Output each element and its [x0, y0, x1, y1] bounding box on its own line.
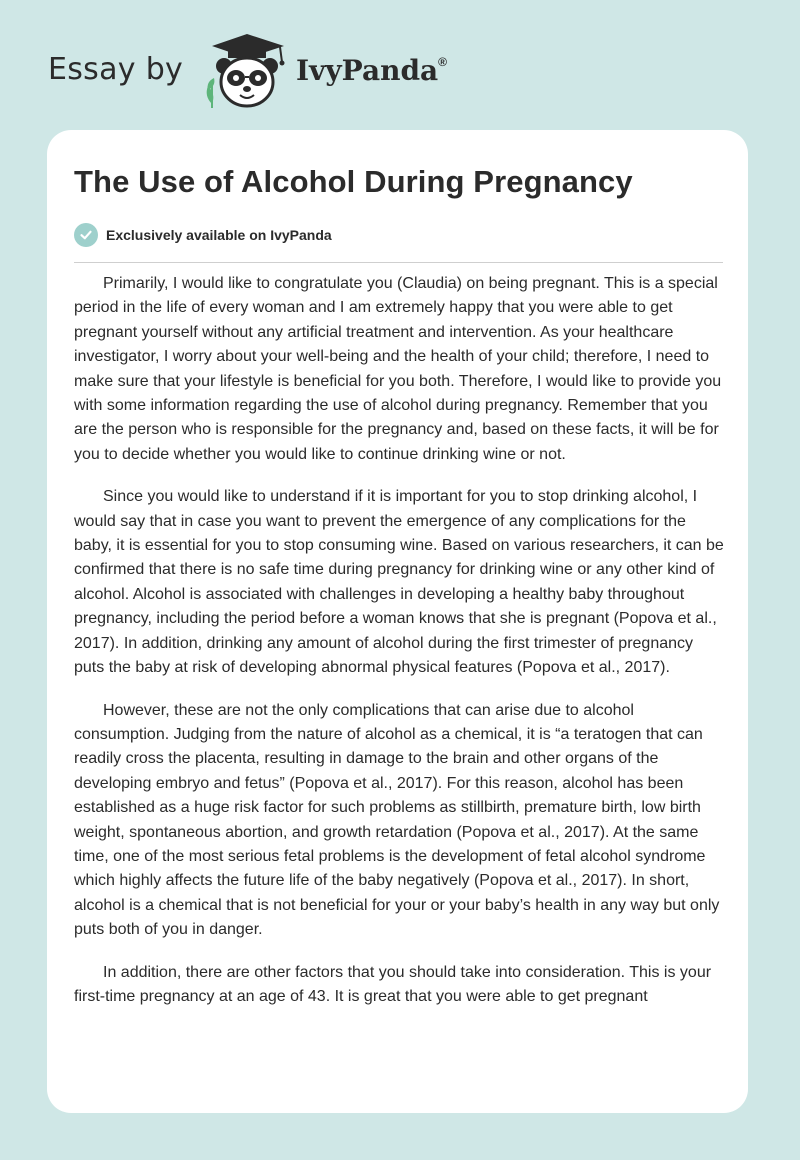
paragraph: Since you would like to understand if it is important for you to stop drinking alcohol, I would say that in case you want to prevent the emergence of any complications for the baby, it is essential for you to stop consuming wine. Based on various researchers, it can be confirmed that there is no safe time during pregnancy for drinking wine or any other kind of alcohol. Alcohol is associated with challenges in developing a healthy baby throughout pregnancy, including the period before a woman knows that she is pregnant (Popova et al., 2017). In addition, drinking any amount of alcohol during the first trimester of pregnancy puts the baby at risk of developing abnormal physical features (Popova et al., 2017).: [74, 488, 724, 677]
brand-name[interactable]: [296, 54, 447, 87]
site-header: [48, 30, 548, 110]
paragraph: In addition, there are other factors that you should take into consideration. This is your first-time pregnancy at an age of 43. It is great that you were able to get pregnant: [74, 963, 712, 1005]
divider: [74, 262, 723, 263]
paragraph: Primarily, I would like to congratulate you (Claudia) on being pregnant. This is a special period in the life of every woman and I am extremely happy that you were able to get pregnant yourself without any artificial treatment and intervention. As your healthcare investigator, I worry about your well-being and the health of your child; therefore, I need to make sure that your lifestyle is beneficial for you both. Therefore, I would like to provide you with some information regarding the use of alcohol during pregnancy. Remember that you are the person who is responsible for the pregnancy and, based on these facts, it will be for you to decide whether you would like to continue drinking wine or not.: [74, 275, 722, 463]
check-circle-icon: [74, 223, 98, 247]
exclusive-badge-label: Exclusively available on IvyPanda: [106, 227, 332, 243]
essay-body: [74, 272, 726, 1027]
exclusive-badge: [74, 222, 332, 248]
registered-mark: ®: [438, 54, 448, 69]
panda-graduate-logo-icon[interactable]: [202, 30, 292, 110]
essay-title: The Use of Alcohol During Pregnancy: [74, 164, 633, 199]
essay-by-label: Essay by: [48, 52, 184, 87]
brand-name-text: IvyPanda: [296, 54, 439, 87]
essay-card: [47, 130, 748, 1113]
paragraph: However, these are not the only complications that can arise due to alcohol consumption. Judging from the nature of alcohol as a chemical, it is “a teratogen that can readily cross the placenta, resulting in damage to the brain and other organs of the developing embryo and fetus” (Popova et al., 2017). For this reason, alcohol has been established as a huge risk factor for such problems as stillbirth, premature birth, low birth weight, spontaneous abortion, and growth retardation (Popova et al., 2017). At the same time, one of the most serious fetal problems is the development of fetal alcohol syndrome which highly affects the future life of the baby negatively (Popova et al., 2017). In short, alcohol is a chemical that is not beneficial for your or your baby’s health in any way but only puts both of you in danger.: [74, 701, 720, 939]
